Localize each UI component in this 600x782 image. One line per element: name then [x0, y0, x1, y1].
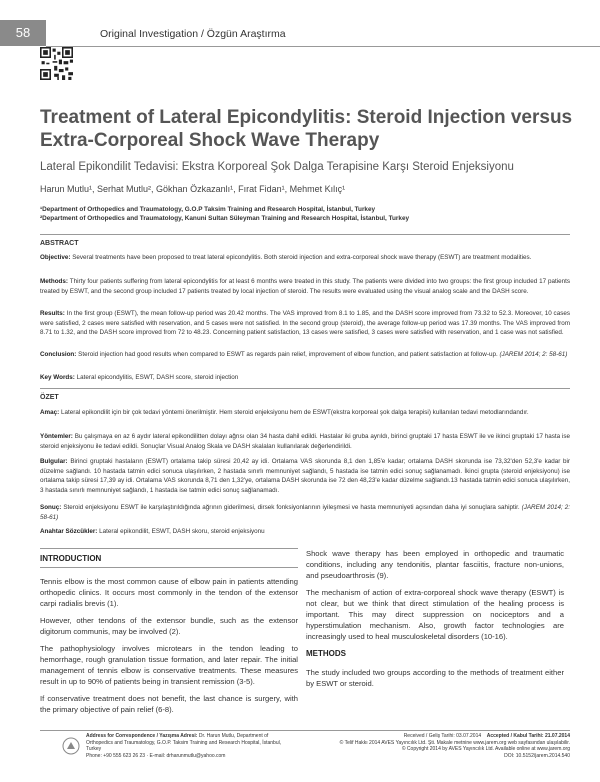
abstract-keywords — [40, 373, 570, 383]
methods-heading: METHODS — [306, 649, 346, 658]
doi: DOI: 10.5152/jarem.2014.540 — [504, 752, 570, 759]
paragraph: The study included two groups according to the methods of treatment either by ESWT or steroid. — [306, 668, 564, 688]
sonuc-citation: (JAREM 2014; 2: 58-61) — [40, 504, 571, 521]
sonuc-text: Steroid enjeksiyonu ESWT ile karşılaştırıldığında ağrının giderilmesi, dirsek fonksiyonlarının iyileşmesi ve hasta memnuniyeti açısından daha iyi sonuçlara sahiptir. — [63, 504, 520, 511]
divider — [40, 388, 570, 389]
keywords-text: Lateral epicondylitis, ESWT, DASH score, steroid injection — [76, 374, 239, 381]
section-label: Original Investigation / Özgün Araştırma — [100, 28, 286, 40]
conclusion-label: Conclusion: — [40, 351, 77, 358]
correspondence-text: Dr. Harun Mutlu, Department of Orthopedics and Traumatology, G.O.P. Taksim Training and Research Hospital, İstanbul, Turkey — [86, 733, 282, 753]
paragraph: However, other tendons of the extensor bundle, such as the extensor digitorum communis, may be involved (2). — [40, 616, 298, 636]
contact-text: Phone: +90 555 623 26 23 · E-mail: drharunmutlu@yahoo.com — [86, 752, 226, 759]
right-column — [306, 548, 564, 695]
conclusion-text: Steroid injection had good results when compared to ESWT as regards pain relief, improvement of elbow function, and patient satisfaction at follow-up. — [78, 351, 498, 358]
ozet-sonuc — [40, 503, 570, 522]
correspondence-block — [86, 733, 286, 759]
abstract-heading: ABSTRACT — [40, 240, 79, 247]
paragraph: The mechanism of action of extra-corporeal shock wave therapy (ESWT) is not clear, but we think that direct stimulation of the healing process is important. This may direct suppression on nociceptors and a hyperstimulation mechanism. Also, growth factor technologies are increasingly used to heal musculoskeletal disorders (10-16). — [306, 588, 564, 641]
accepted-date: Accepted / Kabul Tarihi: 21.07.2014 — [486, 733, 570, 739]
paragraph: The pathophysiology involves microtears in the tendon leading to hemorrhage, rough granulation tissue formation, and later repair. The initial management of tennis elbow is conservative treatments. These measures result in up to 90% of patients being in transient remission (3-5). — [40, 644, 298, 686]
introduction-heading: INTRODUCTION — [40, 548, 298, 568]
results-text: In the first group (ESWT), the mean follow-up period was 20.42 months. The VAS improved from 8.1 to 1.85, and the DASH score improved from 73.32 to 52.3. Moreover, 10 cases were satisfied, 2 cases were satisfied with reservation, and 5 cases were not satisfied. In the second group (steroid), the average follow-up period was 17.39 months. The VAS improved from 8.71 to 1.32, and the DASH score improved from 72 to 48.23. Concerning patient satisfaction, 13 cases were satisfied, 3 cases were satisfied with reservation, and 1 case was not satisfied. — [40, 310, 571, 337]
abstract-objective — [40, 253, 570, 263]
journal-logo-icon — [62, 737, 80, 755]
amac-text: Lateral epikondilit için bir çok tedavi yöntemi önerilmiştir. Hem steroid enjeksiyonu hem de ESWT(ekstra korporeal şok dalga terapisi) kullanılan tedavi metodlarındandır. — [61, 409, 529, 416]
bulgular-label: Bulgular: — [40, 458, 68, 465]
anahtar-label: Anahtar Sözcükler: — [40, 528, 98, 535]
abstract-conclusion — [40, 350, 570, 360]
article-title: Treatment of Lateral Epicondylitis: Steroid Injection versus Extra-Corporeal Shock Wave Therapy — [40, 107, 573, 151]
paragraph: Tennis elbow is the most common cause of elbow pain in patients attending orthopedic clinics. It occurs most commonly in the tendon of the extensor carpi radialis brevis (1). — [40, 577, 298, 608]
qr-code-icon — [40, 47, 73, 80]
abstract-results — [40, 309, 570, 338]
yontemler-text: Bu çalışmaya en az 6 aydır lateral epikondilitten dolayı ağrısı olan 34 hasta dahil edildi. Hastalar iki gruba ayrıldı, birinci gruptaki 17 hasta ESWT ile ve ikinci gruptaki 17 hasta ise steroid enjeksiyonu ile tedavi edildi. Sonuçlar Visual Analog Skala ve DASH skalaları kullanılarak değerlendirildi. — [40, 433, 571, 450]
page-number: 58 — [0, 20, 46, 46]
ozet-heading: ÖZET — [40, 394, 59, 401]
left-column — [40, 548, 298, 721]
results-label: Results: — [40, 310, 65, 317]
ozet-anahtar — [40, 527, 570, 537]
ozet-yontemler — [40, 432, 570, 451]
author-list: Harun Mutlu¹, Serhat Mutlu², Gökhan Özkazanlı¹, Fırat Fidan¹, Mehmet Kılıç¹ — [40, 184, 346, 194]
copyright-tr: © Telif Hakkı 2014 AVES Yayıncılık Ltd. Şti. Makale metnine www.jarem.org web sayfasından ulaşılabilir. — [339, 739, 570, 746]
copyright-en: © Copyright 2014 by AVES Yayıncılık Ltd. Available online at www.jarem.org — [401, 746, 570, 753]
anahtar-text: Lateral epikondilit, ESWT, DASH skoru, steroid enjeksiyonu — [99, 528, 265, 535]
received-date: Received / Geliş Tarihi: 03.07.2014 — [403, 733, 482, 739]
methods-text: Thirty four patients suffering from lateral epicondylitis for at least 6 months were treated in this study. The patients were divided into two groups: the first group included 17 patients treated by ESWT, and the second group included 17 patients treated by local injection of steroid. The results were evaluated using the visual analog scale and the DASH score. — [40, 278, 570, 295]
ozet-bulgular — [40, 457, 570, 495]
bulgular-text: Birinci gruptaki hastaların (ESWT) ortalama takip süresi 20,42 ay idi. Ortalama VAS skorunda 8,1 den 1,85'e kadar; ortalama DASH skorunda ise 73,32'den 52,3'e kadar bir düzelme sağlandı. 10 hastada tatmin edici sonuca ulaşılırken, 2 hastada sınırlı memnuniyet sağlandı, 5 hastada ise tatmin edici sonuç sağlanamadı. İkinci grupta (steroid enjeksiyonu) ise ortalama takip süresi 17,39 ay idi. Ortalama VAS skorunda 8,71 den 1,32'ye, ortalama DASH skorunda ise 72 den 48,23'e kadar düzelme sağlandı.13 hastada tatmin edici sonuca ulaşılırken, 3 hastada sınırlı memnuniyet sağlandı, 1 hastada ise tatmin edici sonuç sağlanamadı. — [40, 458, 571, 494]
sonuc-label: Sonuç: — [40, 504, 62, 511]
ozet-amac — [40, 408, 570, 418]
conclusion-citation: (JAREM 2014; 2: 58-61) — [499, 351, 568, 358]
objective-text: Several treatments have been proposed to treat lateral epicondylitis. Both steroid injection and extra-corporeal shock wave therapy (ESWT) are treatment modalities. — [72, 254, 532, 261]
objective-label: Objective: — [40, 254, 71, 261]
paragraph: Shock wave therapy has been employed in orthopedic and traumatic conditions, including any tendonitis, plantar fasciitis, fracture non-unions, and pseudoarthrosis (9). — [306, 549, 564, 580]
correspondence-label: Address for Correspondence / Yazışma Adresi: — [86, 733, 198, 739]
paragraph: If conservative treatment does not benefit, the last chance is surgery, with the primary objective of pain relief (6-8). — [40, 694, 298, 714]
keywords-label: Key Words: — [40, 374, 75, 381]
abstract-methods — [40, 277, 570, 296]
article-subtitle: Lateral Epikondilit Tedavisi: Ekstra Korporeal Şok Dalga Terapisine Karşı Steroid Enjeksiyonu — [40, 161, 514, 173]
divider — [40, 234, 570, 235]
yontemler-label: Yöntemler: — [40, 433, 73, 440]
footer-divider — [40, 730, 570, 731]
affiliation-2: ²Department of Orthopedics and Traumatology, Kanuni Sultan Süleyman Training and Research Hospital, İstanbul, Turkey — [40, 215, 410, 222]
methods-label: Methods: — [40, 278, 68, 285]
affiliation-1: ¹Department of Orthopedics and Traumatology, G.O.P Taksim Training and Research Hospital, İstanbul, Turkey — [40, 206, 376, 213]
amac-label: Amaç: — [40, 409, 60, 416]
publication-info — [300, 733, 570, 759]
